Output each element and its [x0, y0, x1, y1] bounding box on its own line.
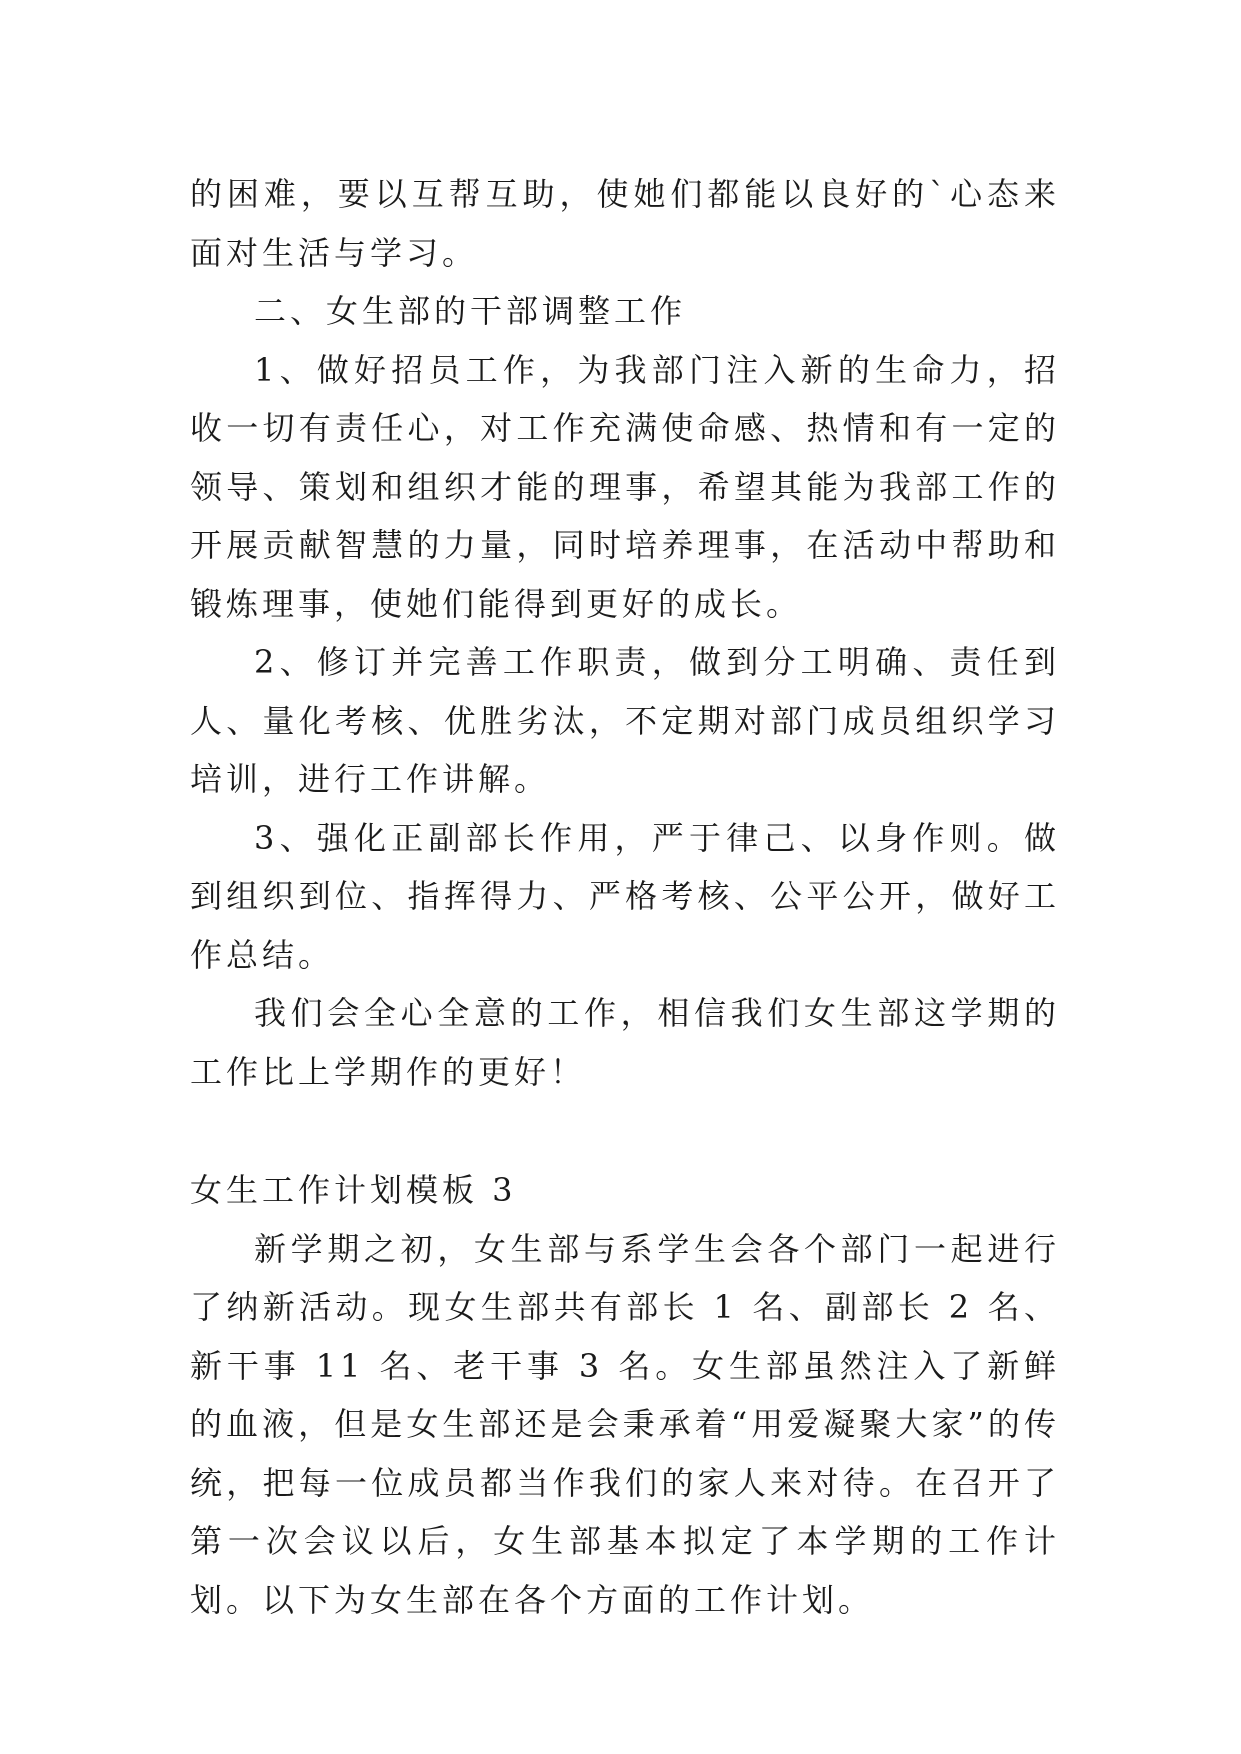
paragraph-item-2: 2、修订并完善工作职责，做到分工明确、责任到人、量化考核、优胜劣汰，不定期对部门成员组织学习培训，进行工作讲解。 — [190, 643, 1060, 798]
paragraph-item-1: 1、做好招员工作，为我部门注入新的生命力，招收一切有责任心，对工作充满使命感、热情和有一定的领导、策划和组织才能的理事，希望其能为我部工作的开展贡献智慧的力量，同时培养理事，在活动中帮助和锻炼理事，使她们能得到更好的成长。 — [190, 350, 1060, 623]
section-title: 女生工作计划模板 3 — [190, 1171, 517, 1209]
paragraph-continuation: 的困难，要以互帮互助，使她们都能以良好的`心态来面对生活与学习。 — [190, 175, 1060, 272]
paragraph-closing: 我们会全心全意的工作，相信我们女生部这学期的工作比上学期作的更好！ — [190, 994, 1060, 1091]
section-subheading: 二、女生部的干部调整工作 — [254, 292, 687, 330]
document-page — [190, 165, 1060, 1629]
paragraph-intro: 新学期之初，女生部与系学生会各个部门一起进行了纳新活动。现女生部共有部长 1 名、副部长 2 名、新干事 11 名、老干事 3 名。女生部虽然注入了新鲜的血液，但是女生部还是会秉承着“用爱凝聚大家”的传统，把每一位成员都当作我们的家人来对待。在召开了第一次会议以后，女生部基本拟定了本学期的工作计划。以下为女生部在各个方面的工作计划。 — [190, 1229, 1060, 1619]
paragraph-item-3: 3、强化正副部长作用，严于律己、以身作则。做到组织到位、指挥得力、严格考核、公平公开，做好工作总结。 — [190, 818, 1060, 974]
